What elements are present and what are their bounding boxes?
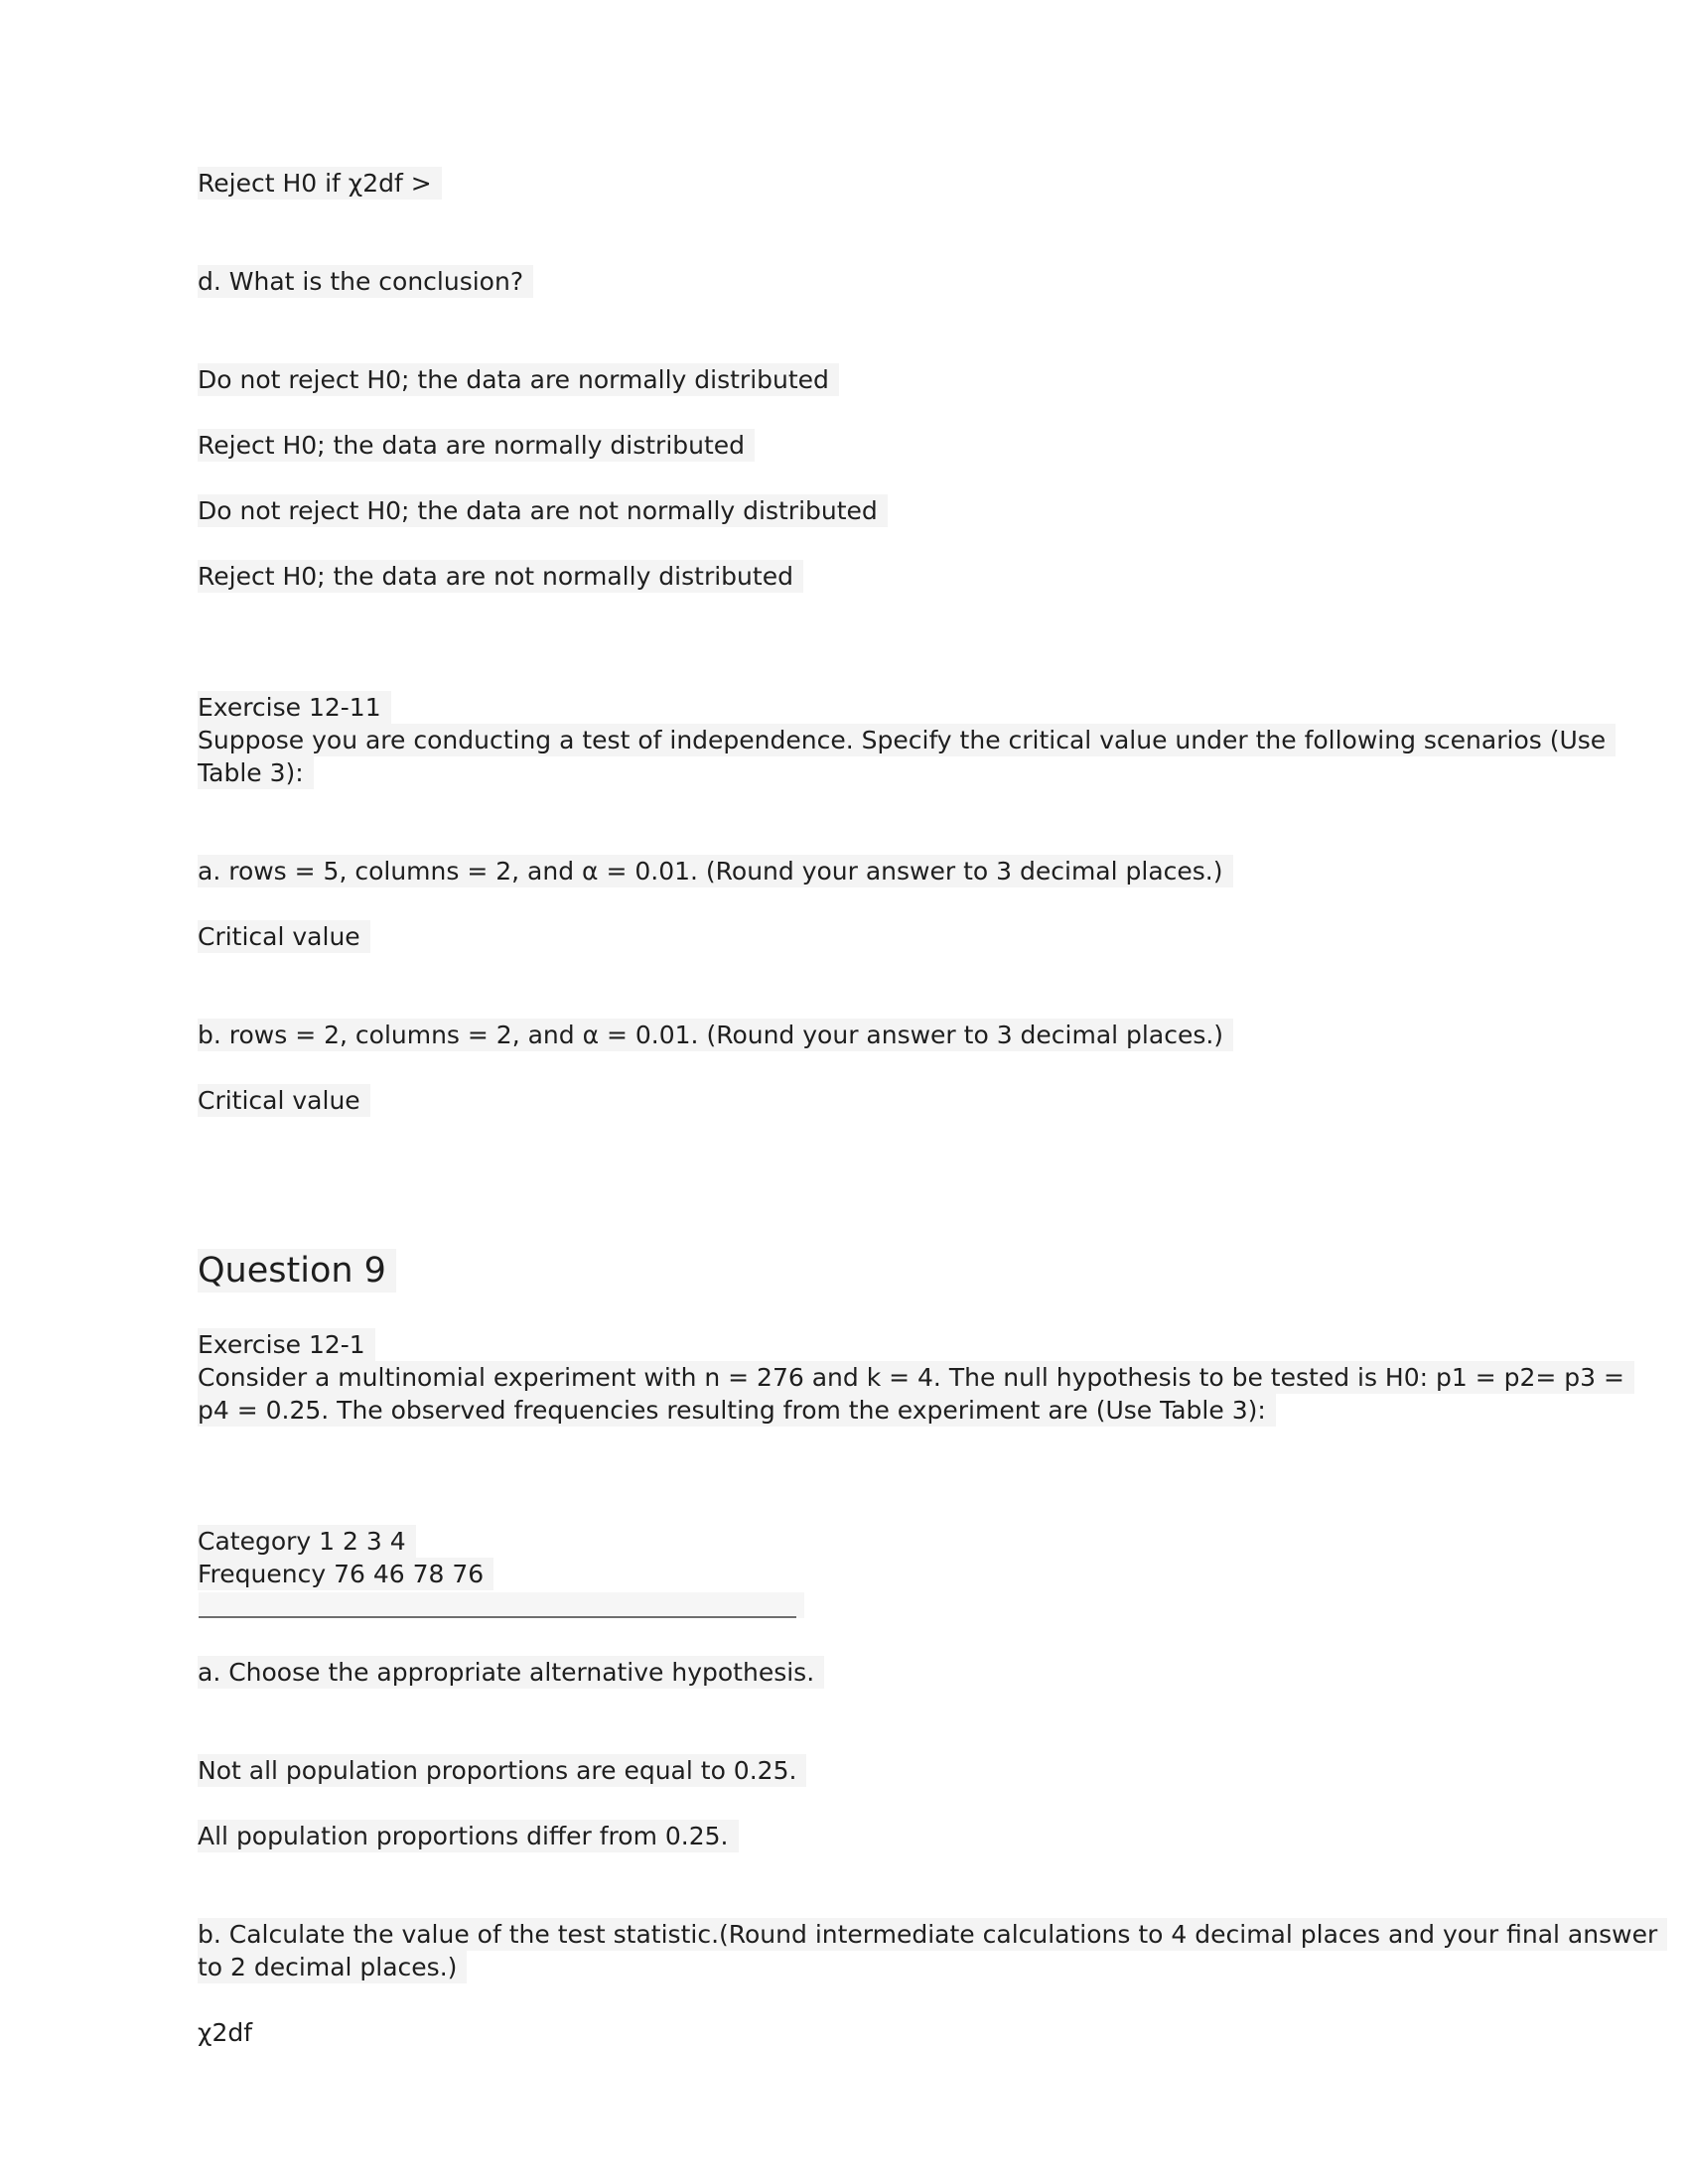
alt-hypothesis-option-1[interactable]: Not all population proportions are equal to 0.25. [198,1754,806,1787]
exercise-12-1-prompt-line1: Consider a multinomial experiment with n = 276 and k = 4. The null hypothesis to be tested is H0: p1 = p2= p3 = [198,1361,1634,1394]
table-divider-line [199,1616,796,1618]
question-9-part-a: a. Choose the appropriate alternative hypothesis. [198,1656,824,1689]
exercise-12-11-prompt-line1: Suppose you are conducting a test of independence. Specify the critical value under the following scenarios (Use [198,724,1616,756]
category-row: Category 1 2 3 4 [198,1525,416,1558]
alt-hypothesis-option-2[interactable]: All population proportions differ from 0.25. [198,1820,739,1852]
exercise-12-11-prompt-line2: Table 3): [198,756,314,789]
critical-value-a-label: Critical value [198,920,370,953]
conclusion-option-3[interactable]: Do not reject H0; the data are not normally distributed [198,494,888,527]
conclusion-option-2[interactable]: Reject H0; the data are normally distributed [198,429,755,462]
frequency-row: Frequency 76 46 78 76 [198,1558,493,1590]
test-statistic-label: χ2df [198,2018,253,2047]
exercise-12-11-part-b: b. rows = 2, columns = 2, and α = 0.01. (Round your answer to 3 decimal places.) [198,1019,1233,1051]
critical-value-b-label: Critical value [198,1084,370,1117]
question-d-text: d. What is the conclusion? [198,265,533,298]
conclusion-option-4[interactable]: Reject H0; the data are not normally distributed [198,560,803,593]
exercise-12-11-part-a: a. rows = 5, columns = 2, and α = 0.01. (Round your answer to 3 decimal places.) [198,855,1233,887]
exercise-12-11-title: Exercise 12-11 [198,691,391,724]
table-divider-background [199,1592,804,1618]
question-9-part-b-line2: to 2 decimal places.) [198,1951,467,1983]
question-9-part-b-line1: b. Calculate the value of the test statistic.(Round intermediate calculations to 4 decimal places and your final answer [198,1918,1667,1951]
conclusion-option-1[interactable]: Do not reject H0; the data are normally distributed [198,363,839,396]
reject-rule-text: Reject H0 if χ2df > [198,167,442,200]
question-9-heading: Question 9 [198,1249,396,1293]
exercise-12-1-title: Exercise 12-1 [198,1328,375,1361]
exercise-12-1-prompt-line2: p4 = 0.25. The observed frequencies resulting from the experiment are (Use Table 3): [198,1394,1276,1427]
